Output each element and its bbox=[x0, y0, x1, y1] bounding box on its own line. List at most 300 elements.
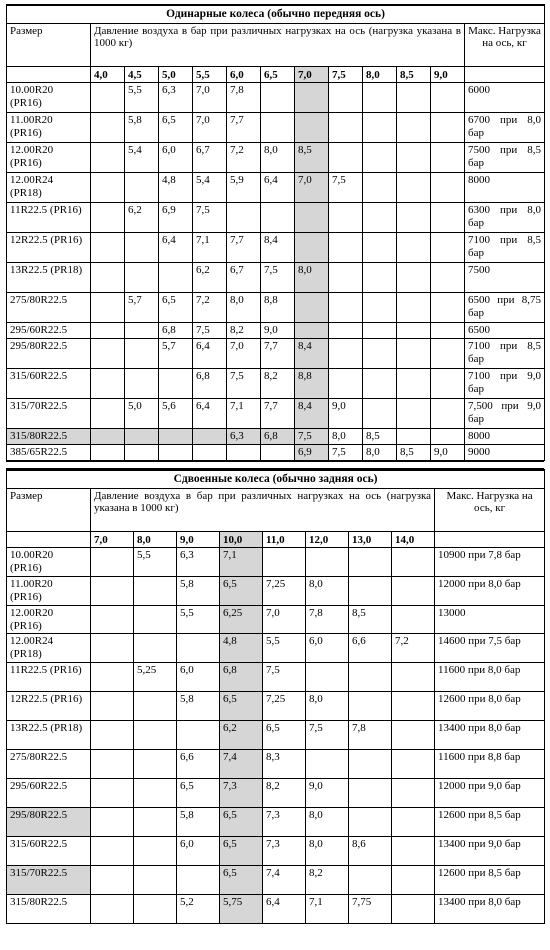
value-cell: 8,4 bbox=[295, 399, 329, 429]
value-cell: 8,3 bbox=[263, 750, 306, 779]
value-cell: 9,0 bbox=[306, 779, 349, 808]
value-cell bbox=[397, 429, 431, 445]
value-cell: 6,7 bbox=[227, 263, 261, 293]
value-cell: 6,9 bbox=[159, 203, 193, 233]
table-row bbox=[7, 429, 545, 445]
value-cell: 4,8 bbox=[220, 634, 263, 663]
value-cell bbox=[91, 173, 125, 203]
value-cell bbox=[91, 721, 134, 750]
max-load-header: Макс. Нагрузка на ось, кг bbox=[435, 488, 545, 531]
pressure-header: Давление воздуха в бар при различных нагрузках на ось (нагрузка указана в 1000 кг) bbox=[91, 23, 465, 66]
value-cell: 8,0 bbox=[295, 263, 329, 293]
value-cell bbox=[329, 143, 363, 173]
value-cell: 5,4 bbox=[125, 143, 159, 173]
value-cell bbox=[363, 369, 397, 399]
value-cell bbox=[134, 606, 177, 634]
value-cell bbox=[363, 233, 397, 263]
table-row bbox=[7, 143, 545, 173]
pressure-header: Давление воздуха в бар при различных нагрузках на ось (нагрузка указана в 1000 кг) bbox=[91, 488, 435, 531]
value-cell bbox=[159, 445, 193, 461]
value-cell bbox=[91, 895, 134, 924]
value-cell: 7,5 bbox=[193, 203, 227, 233]
size-cell: 315/80R22.5 bbox=[7, 895, 91, 924]
value-cell: 7,2 bbox=[392, 634, 435, 663]
value-cell bbox=[134, 808, 177, 837]
value-cell: 9,0 bbox=[261, 323, 295, 339]
max-load-cell: 12000 при 8,0 бар bbox=[435, 577, 545, 606]
value-cell: 6,5 bbox=[220, 577, 263, 606]
size-cell: 315/60R22.5 bbox=[7, 837, 91, 866]
max-load-cell: 12600 при 8,5 бар bbox=[435, 808, 545, 837]
value-cell: 7,25 bbox=[263, 692, 306, 721]
max-load-cell: 6700 при 8,0 бар bbox=[465, 113, 545, 143]
table-row bbox=[7, 634, 545, 663]
value-cell bbox=[431, 369, 465, 399]
size-cell: 295/80R22.5 bbox=[7, 339, 91, 369]
value-cell bbox=[392, 663, 435, 692]
value-cell: 6,8 bbox=[261, 429, 295, 445]
size-cell: 295/80R22.5 bbox=[7, 808, 91, 837]
value-cell: 7,2 bbox=[227, 143, 261, 173]
value-cell: 8,6 bbox=[349, 837, 392, 866]
value-cell bbox=[193, 429, 227, 445]
value-cell bbox=[263, 548, 306, 577]
value-cell: 7,0 bbox=[193, 113, 227, 143]
size-cell: 315/80R22.5 bbox=[7, 429, 91, 445]
value-cell bbox=[431, 323, 465, 339]
size-cell: 11.00R20 (PR16) bbox=[7, 113, 91, 143]
pressure-row-blank bbox=[7, 531, 91, 548]
value-cell bbox=[363, 323, 397, 339]
value-cell bbox=[91, 750, 134, 779]
value-cell bbox=[392, 577, 435, 606]
value-cell bbox=[431, 83, 465, 113]
max-load-cell: 12600 при 8,0 бар bbox=[435, 692, 545, 721]
value-cell bbox=[91, 577, 134, 606]
size-cell: 12.00R24 (PR18) bbox=[7, 634, 91, 663]
pressure-col-header: 6,0 bbox=[227, 66, 261, 83]
value-cell: 6,3 bbox=[159, 83, 193, 113]
value-cell: 7,3 bbox=[220, 779, 263, 808]
value-cell: 7,3 bbox=[263, 837, 306, 866]
value-cell bbox=[91, 369, 125, 399]
table-row bbox=[7, 83, 545, 113]
value-cell: 6,7 bbox=[193, 143, 227, 173]
value-cell: 6,5 bbox=[177, 779, 220, 808]
value-cell: 5,5 bbox=[263, 634, 306, 663]
max-load-cell: 12600 при 8,5 бар bbox=[435, 866, 545, 895]
value-cell: 7,5 bbox=[329, 445, 363, 461]
table-row bbox=[7, 692, 545, 721]
value-cell bbox=[125, 429, 159, 445]
value-cell bbox=[91, 203, 125, 233]
value-cell bbox=[363, 399, 397, 429]
value-cell: 6,4 bbox=[193, 339, 227, 369]
value-cell bbox=[125, 323, 159, 339]
pressure-col-header: 9,0 bbox=[177, 531, 220, 548]
value-cell bbox=[349, 663, 392, 692]
value-cell: 8,0 bbox=[306, 577, 349, 606]
value-cell: 5,8 bbox=[177, 577, 220, 606]
value-cell: 8,0 bbox=[306, 837, 349, 866]
value-cell: 5,8 bbox=[125, 113, 159, 143]
value-cell: 7,3 bbox=[263, 808, 306, 837]
size-cell: 315/60R22.5 bbox=[7, 369, 91, 399]
value-cell: 8,0 bbox=[306, 692, 349, 721]
value-cell bbox=[125, 339, 159, 369]
value-cell: 6,3 bbox=[227, 429, 261, 445]
value-cell: 5,8 bbox=[177, 808, 220, 837]
max-load-header: Макс. Нагрузка на ось, кг bbox=[465, 23, 545, 66]
size-cell: 10.00R20 (PR16) bbox=[7, 548, 91, 577]
value-cell: 6,5 bbox=[263, 721, 306, 750]
table-row bbox=[7, 399, 545, 429]
max-load-cell: 6500 при 8,75 бар bbox=[465, 293, 545, 323]
value-cell bbox=[329, 339, 363, 369]
table-row bbox=[7, 779, 545, 808]
table-row bbox=[7, 606, 545, 634]
value-cell bbox=[363, 339, 397, 369]
value-cell: 8,5 bbox=[295, 143, 329, 173]
value-cell: 7,7 bbox=[227, 113, 261, 143]
value-cell bbox=[134, 837, 177, 866]
value-cell bbox=[91, 837, 134, 866]
max-load-cell: 9000 bbox=[465, 445, 545, 461]
value-cell bbox=[431, 339, 465, 369]
table-row bbox=[7, 837, 545, 866]
value-cell bbox=[329, 113, 363, 143]
value-cell: 8,2 bbox=[261, 369, 295, 399]
table-row bbox=[7, 293, 545, 323]
table-row bbox=[7, 577, 545, 606]
value-cell bbox=[295, 293, 329, 323]
value-cell: 4,8 bbox=[159, 173, 193, 203]
size-header: Размер bbox=[7, 23, 91, 66]
value-cell: 7,5 bbox=[295, 429, 329, 445]
value-cell bbox=[134, 692, 177, 721]
value-cell bbox=[392, 692, 435, 721]
value-cell bbox=[349, 692, 392, 721]
value-cell: 7,7 bbox=[261, 399, 295, 429]
size-cell: 12.00R20 (PR16) bbox=[7, 606, 91, 634]
value-cell: 5,4 bbox=[193, 173, 227, 203]
max-load-cell: 7500 при 8,5 бар bbox=[465, 143, 545, 173]
value-cell: 7,0 bbox=[295, 173, 329, 203]
value-cell bbox=[397, 399, 431, 429]
value-cell bbox=[91, 263, 125, 293]
pressure-col-header: 11,0 bbox=[263, 531, 306, 548]
value-cell bbox=[91, 866, 134, 895]
value-cell: 6,5 bbox=[159, 293, 193, 323]
value-cell: 6,9 bbox=[295, 445, 329, 461]
dual-wheels-table bbox=[6, 469, 545, 924]
value-cell: 5,25 bbox=[134, 663, 177, 692]
value-cell: 7,8 bbox=[306, 606, 349, 634]
value-cell: 6,8 bbox=[159, 323, 193, 339]
table-row bbox=[7, 323, 545, 339]
value-cell: 6,4 bbox=[159, 233, 193, 263]
value-cell: 5,5 bbox=[177, 606, 220, 634]
value-cell: 7,4 bbox=[220, 750, 263, 779]
pressure-col-header: 5,5 bbox=[193, 66, 227, 83]
value-cell: 5,5 bbox=[125, 83, 159, 113]
value-cell bbox=[227, 203, 261, 233]
value-cell bbox=[329, 369, 363, 399]
value-cell: 7,5 bbox=[193, 323, 227, 339]
value-cell bbox=[349, 750, 392, 779]
value-cell: 7,1 bbox=[227, 399, 261, 429]
pressure-col-header: 8,0 bbox=[363, 66, 397, 83]
value-cell: 8,0 bbox=[227, 293, 261, 323]
pressure-col-header: 5,0 bbox=[159, 66, 193, 83]
max-load-cell: 6300 при 8,0 бар bbox=[465, 203, 545, 233]
table-spacer bbox=[6, 461, 544, 469]
value-cell: 6,5 bbox=[159, 113, 193, 143]
value-cell bbox=[125, 173, 159, 203]
value-cell: 9,0 bbox=[431, 445, 465, 461]
value-cell bbox=[397, 339, 431, 369]
value-cell: 6,4 bbox=[261, 173, 295, 203]
value-cell bbox=[431, 263, 465, 293]
value-cell bbox=[306, 663, 349, 692]
value-cell bbox=[363, 83, 397, 113]
max-load-cell: 6500 bbox=[465, 323, 545, 339]
single-wheels-table bbox=[6, 4, 545, 461]
value-cell bbox=[397, 323, 431, 339]
pressure-row-blank bbox=[7, 66, 91, 83]
value-cell bbox=[125, 263, 159, 293]
value-cell bbox=[177, 634, 220, 663]
value-cell bbox=[295, 113, 329, 143]
value-cell bbox=[91, 233, 125, 263]
value-cell bbox=[392, 606, 435, 634]
value-cell: 7,8 bbox=[349, 721, 392, 750]
size-cell: 295/60R22.5 bbox=[7, 779, 91, 808]
max-load-cell: 6000 bbox=[465, 83, 545, 113]
value-cell bbox=[227, 445, 261, 461]
dual-table-title: Сдвоенные колеса (обычно задняя ось) bbox=[7, 470, 545, 488]
value-cell: 8,2 bbox=[227, 323, 261, 339]
value-cell: 6,0 bbox=[177, 663, 220, 692]
value-cell: 6,2 bbox=[193, 263, 227, 293]
value-cell: 7,4 bbox=[263, 866, 306, 895]
value-cell bbox=[392, 750, 435, 779]
value-cell bbox=[431, 233, 465, 263]
value-cell bbox=[134, 779, 177, 808]
value-cell bbox=[91, 663, 134, 692]
max-load-cell: 14600 при 7,5 бар bbox=[435, 634, 545, 663]
value-cell bbox=[134, 895, 177, 924]
value-cell bbox=[397, 113, 431, 143]
value-cell: 6,5 bbox=[220, 808, 263, 837]
value-cell bbox=[392, 866, 435, 895]
value-cell bbox=[431, 143, 465, 173]
value-cell bbox=[392, 808, 435, 837]
value-cell bbox=[363, 263, 397, 293]
value-cell: 5,0 bbox=[125, 399, 159, 429]
dual-table-body bbox=[7, 531, 545, 924]
value-cell bbox=[91, 143, 125, 173]
value-cell: 8,5 bbox=[349, 606, 392, 634]
value-cell: 9,0 bbox=[329, 399, 363, 429]
value-cell: 8,2 bbox=[263, 779, 306, 808]
value-cell bbox=[349, 779, 392, 808]
max-load-cell: 8000 bbox=[465, 429, 545, 445]
value-cell: 7,5 bbox=[306, 721, 349, 750]
value-cell bbox=[397, 83, 431, 113]
pressure-col-header: 12,0 bbox=[306, 531, 349, 548]
table-row bbox=[7, 113, 545, 143]
value-cell bbox=[134, 721, 177, 750]
value-cell bbox=[125, 445, 159, 461]
pressure-col-header: 8,0 bbox=[134, 531, 177, 548]
value-cell: 5,6 bbox=[159, 399, 193, 429]
table-row bbox=[7, 895, 545, 924]
max-load-cell: 13400 при 9,0 бар bbox=[435, 837, 545, 866]
pressure-col-header: 7,5 bbox=[329, 66, 363, 83]
pressure-col-header: 7,0 bbox=[91, 531, 134, 548]
value-cell: 6,0 bbox=[159, 143, 193, 173]
max-load-cell: 7,500 при 9,0 бар bbox=[465, 399, 545, 429]
max-load-cell: 8000 bbox=[465, 173, 545, 203]
value-cell: 7,2 bbox=[193, 293, 227, 323]
value-cell: 5,2 bbox=[177, 895, 220, 924]
value-cell bbox=[261, 203, 295, 233]
value-cell bbox=[329, 293, 363, 323]
pressure-col-header: 7,0 bbox=[295, 66, 329, 83]
value-cell bbox=[91, 339, 125, 369]
value-cell bbox=[431, 113, 465, 143]
max-load-cell: 13000 bbox=[435, 606, 545, 634]
tire-pressure-document bbox=[6, 4, 544, 924]
value-cell bbox=[134, 634, 177, 663]
value-cell bbox=[392, 548, 435, 577]
value-cell bbox=[397, 293, 431, 323]
value-cell: 5,9 bbox=[227, 173, 261, 203]
value-cell bbox=[91, 808, 134, 837]
value-cell: 6,2 bbox=[220, 721, 263, 750]
value-cell: 6,8 bbox=[193, 369, 227, 399]
value-cell: 5,75 bbox=[220, 895, 263, 924]
value-cell bbox=[363, 293, 397, 323]
size-cell: 315/70R22.5 bbox=[7, 866, 91, 895]
value-cell bbox=[431, 173, 465, 203]
value-cell: 7,25 bbox=[263, 577, 306, 606]
pressure-col-header: 9,0 bbox=[431, 66, 465, 83]
value-cell bbox=[329, 323, 363, 339]
value-cell bbox=[91, 606, 134, 634]
value-cell: 8,0 bbox=[261, 143, 295, 173]
pressure-row-blank bbox=[465, 66, 545, 83]
value-cell: 8,4 bbox=[261, 233, 295, 263]
value-cell bbox=[306, 750, 349, 779]
value-cell bbox=[329, 263, 363, 293]
value-cell bbox=[397, 263, 431, 293]
value-cell bbox=[392, 895, 435, 924]
value-cell bbox=[261, 113, 295, 143]
value-cell: 8,0 bbox=[329, 429, 363, 445]
value-cell bbox=[349, 577, 392, 606]
table-row bbox=[7, 173, 545, 203]
value-cell: 7,75 bbox=[349, 895, 392, 924]
value-cell bbox=[91, 548, 134, 577]
value-cell bbox=[392, 721, 435, 750]
value-cell: 6,0 bbox=[306, 634, 349, 663]
value-cell bbox=[91, 429, 125, 445]
table-row bbox=[7, 721, 545, 750]
value-cell: 6,5 bbox=[220, 692, 263, 721]
value-cell bbox=[363, 143, 397, 173]
value-cell bbox=[397, 173, 431, 203]
value-cell bbox=[363, 173, 397, 203]
value-cell: 8,8 bbox=[261, 293, 295, 323]
value-cell bbox=[397, 233, 431, 263]
value-cell: 7,0 bbox=[263, 606, 306, 634]
value-cell bbox=[91, 445, 125, 461]
size-cell: 11.00R20 (PR16) bbox=[7, 577, 91, 606]
value-cell: 7,1 bbox=[220, 548, 263, 577]
value-cell bbox=[125, 369, 159, 399]
value-cell: 7,0 bbox=[227, 339, 261, 369]
value-cell: 7,5 bbox=[329, 173, 363, 203]
value-cell bbox=[295, 233, 329, 263]
value-cell: 8,4 bbox=[295, 339, 329, 369]
size-cell: 295/60R22.5 bbox=[7, 323, 91, 339]
pressure-col-header: 10,0 bbox=[220, 531, 263, 548]
max-load-cell: 12000 при 9,0 бар bbox=[435, 779, 545, 808]
value-cell: 6,5 bbox=[220, 866, 263, 895]
table-row bbox=[7, 263, 545, 293]
value-cell bbox=[363, 113, 397, 143]
value-cell bbox=[431, 293, 465, 323]
value-cell: 8,5 bbox=[363, 429, 397, 445]
value-cell bbox=[193, 445, 227, 461]
value-cell: 6,25 bbox=[220, 606, 263, 634]
value-cell bbox=[329, 203, 363, 233]
value-cell: 6,4 bbox=[263, 895, 306, 924]
value-cell: 6,6 bbox=[177, 750, 220, 779]
size-cell: 10.00R20 (PR16) bbox=[7, 83, 91, 113]
value-cell bbox=[392, 837, 435, 866]
value-cell: 7,5 bbox=[263, 663, 306, 692]
value-cell bbox=[159, 369, 193, 399]
value-cell bbox=[397, 369, 431, 399]
value-cell bbox=[91, 113, 125, 143]
max-load-cell: 11600 при 8,8 бар bbox=[435, 750, 545, 779]
value-cell bbox=[392, 779, 435, 808]
value-cell: 7,5 bbox=[227, 369, 261, 399]
value-cell bbox=[295, 323, 329, 339]
value-cell bbox=[349, 866, 392, 895]
size-cell: 12R22.5 (PR16) bbox=[7, 233, 91, 263]
value-cell bbox=[91, 323, 125, 339]
value-cell: 5,7 bbox=[125, 293, 159, 323]
value-cell bbox=[261, 83, 295, 113]
max-load-cell: 7500 bbox=[465, 263, 545, 293]
value-cell: 7,1 bbox=[306, 895, 349, 924]
table-row bbox=[7, 750, 545, 779]
value-cell bbox=[134, 577, 177, 606]
table-row bbox=[7, 445, 545, 461]
size-cell: 11R22.5 (PR16) bbox=[7, 663, 91, 692]
value-cell: 7,5 bbox=[261, 263, 295, 293]
value-cell: 7,7 bbox=[227, 233, 261, 263]
value-cell bbox=[431, 399, 465, 429]
size-cell: 12R22.5 (PR16) bbox=[7, 692, 91, 721]
value-cell bbox=[397, 143, 431, 173]
size-cell: 385/65R22.5 bbox=[7, 445, 91, 461]
value-cell bbox=[397, 203, 431, 233]
